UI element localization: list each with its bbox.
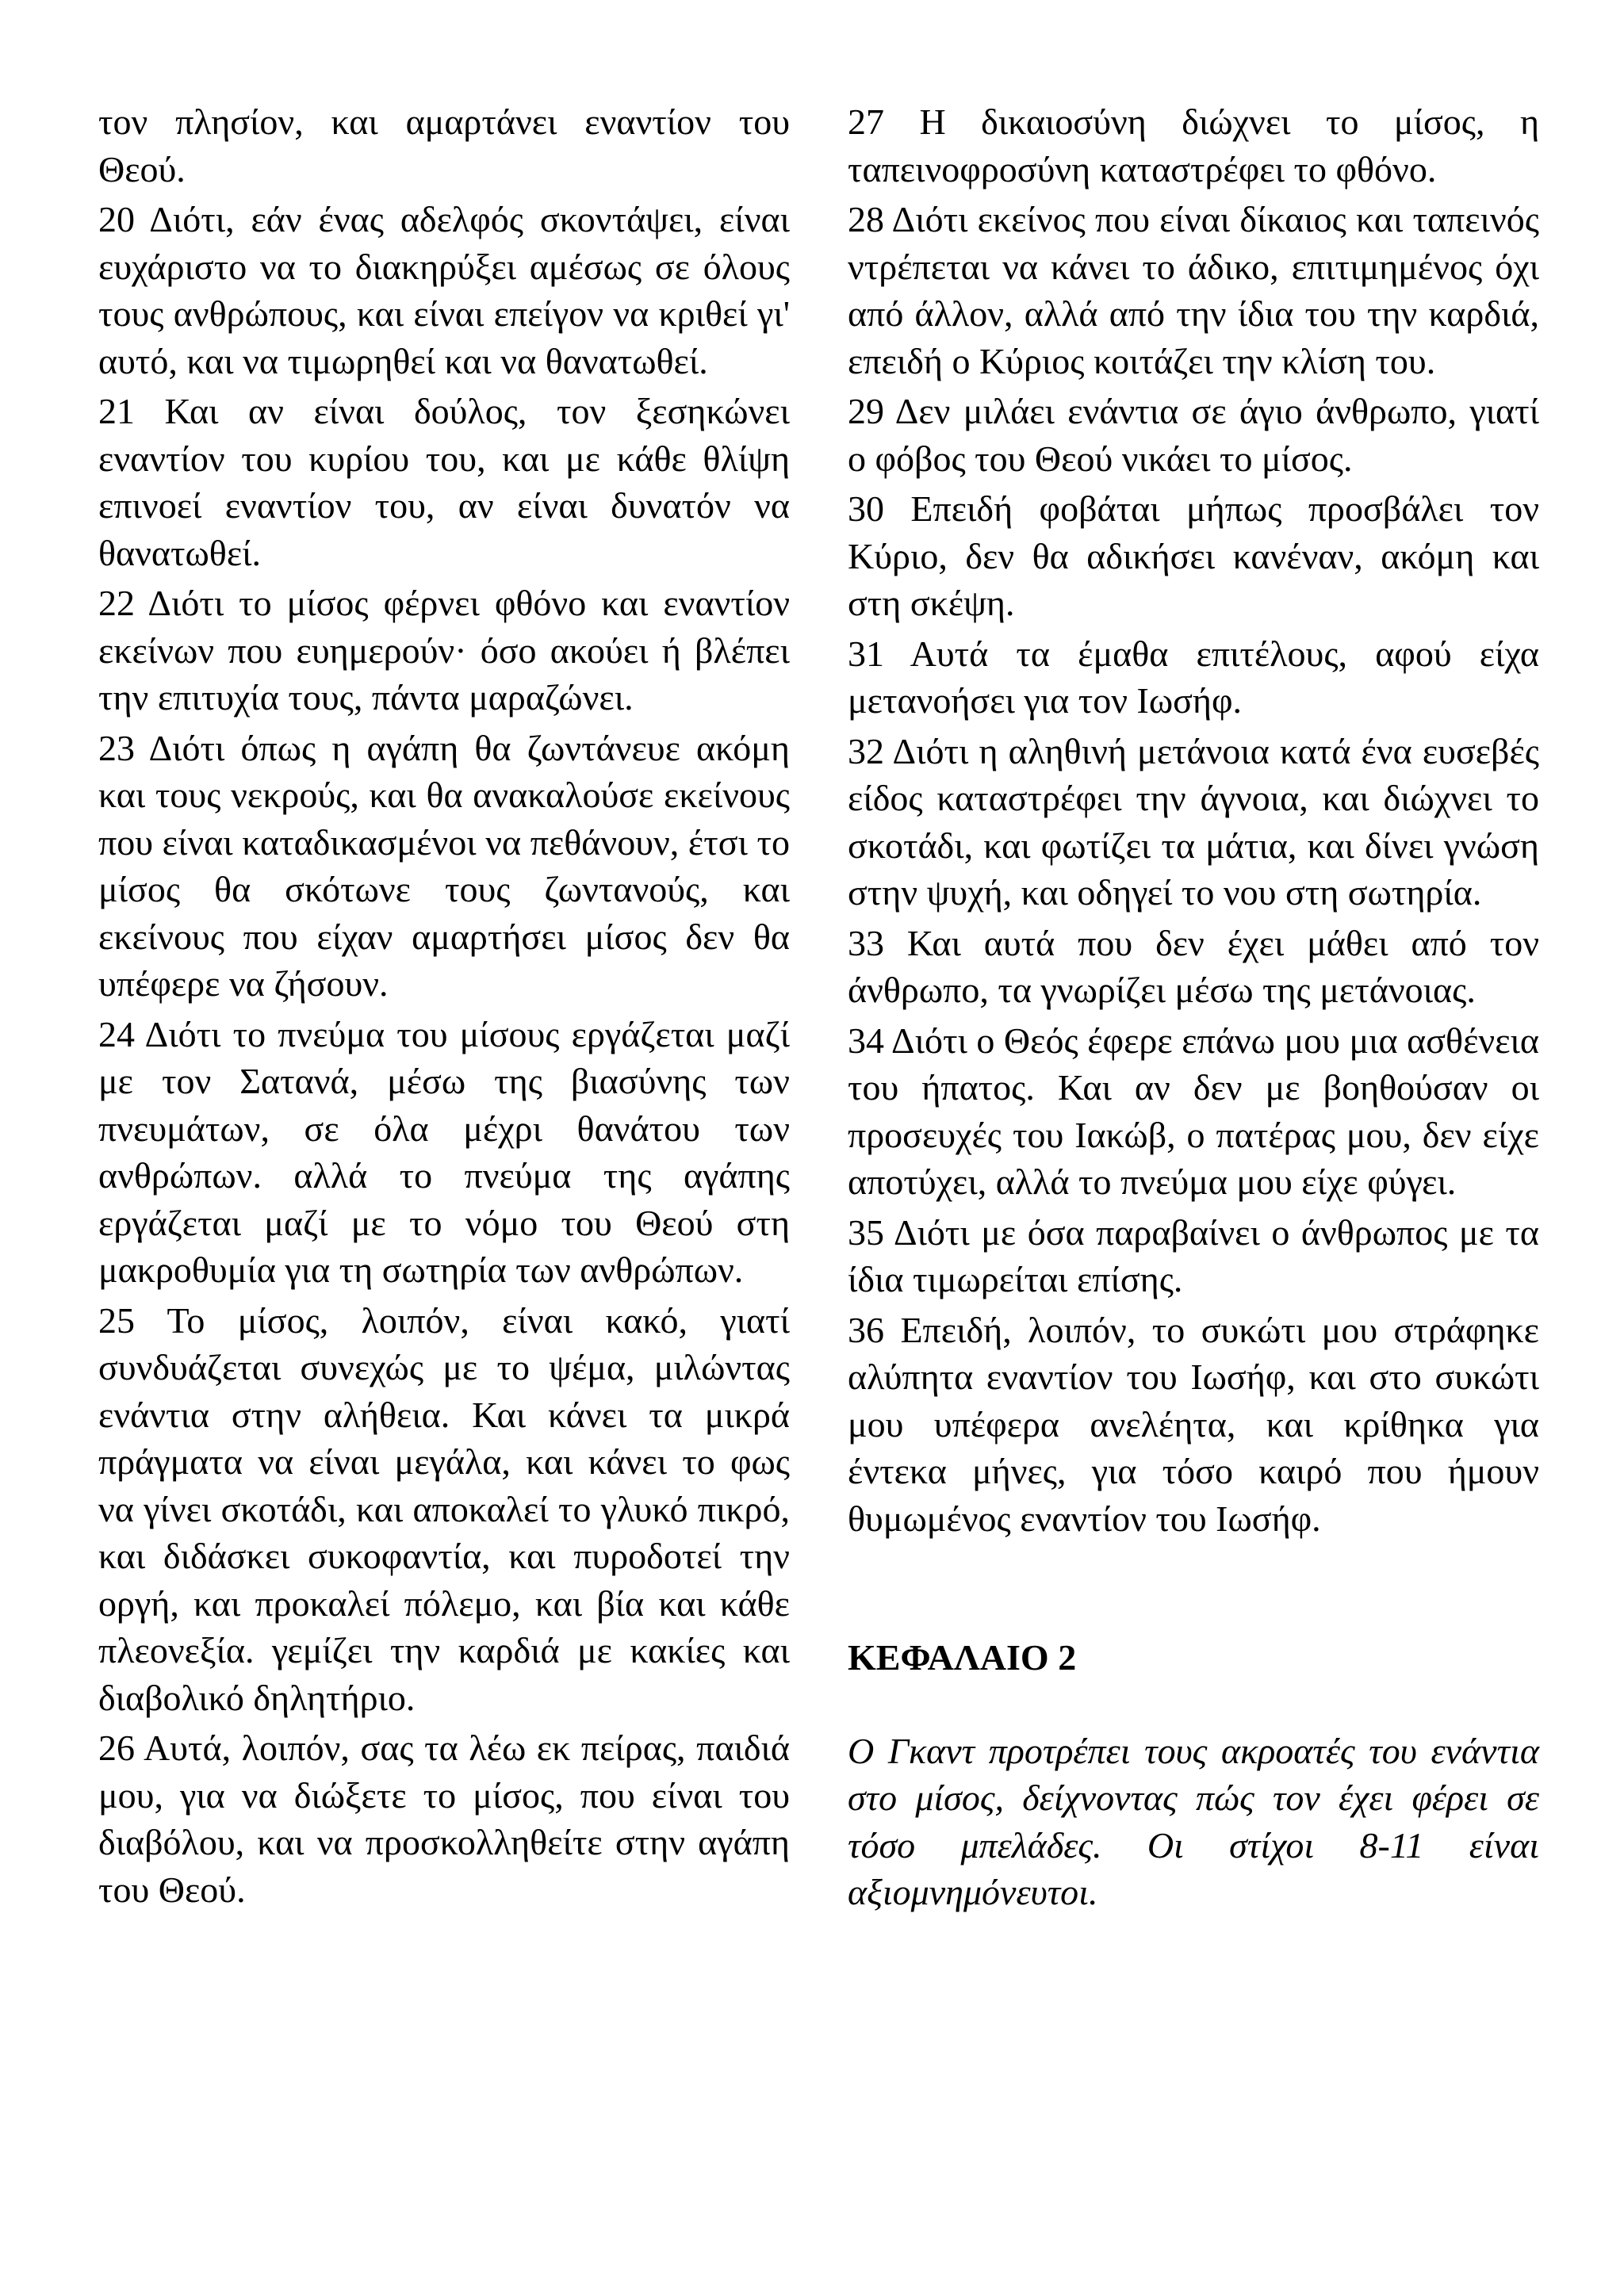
- verse-paragraph: τον πλησίον, και αμαρτάνει εναντίον του Θεού.: [98, 101, 790, 189]
- verse-paragraph: 36 Επειδή, λοιπόν, το συκώτι μου στράφηκε αλύπητα εναντίον του Ιωσήφ, και στο συκώτι μου υπέφερα ανελέητα, και κρίθηκα για έντεκα μήνες, για τόσο καιρό που ήμουν θυμωμένος εναντίον του Ιωσήφ.: [848, 1309, 1539, 1539]
- left-column: [98, 98, 790, 1916]
- verse-paragraph: 26 Αυτά, λοιπόν, σας τα λέω εκ πείρας, παιδιά μου, για να διώξετε το μίσος, που είναι του διαβόλου, και να προσκολληθείτε στην αγάπη του Θεού.: [98, 1728, 790, 1910]
- verse-paragraph: 32 Διότι η αληθινή μετάνοια κατά ένα ευσεβές είδος καταστρέφει την άγνοια, και διώχνει το σκοτάδι, και φωτίζει τα μάτια, και δίνει γνώση στην ψυχή, και οδηγεί το νου στη σωτηρία.: [848, 730, 1539, 913]
- verse-paragraph: 29 Δεν μιλάει ενάντια σε άγιο άνθρωπο, γιατί ο φόβος του Θεού νικάει το μίσος.: [848, 391, 1539, 479]
- chapter-heading: ΚΕΦΑΛΑΙΟ 2: [848, 1637, 1077, 1678]
- verse-paragraph: 25 Το μίσος, λοιπόν, είναι κακό, γιατί συνδυάζεται συνεχώς με το ψέμα, μιλώντας ενάντια στην αλήθεια. Και κάνει τα μικρά πράγματα να είναι μεγάλα, και κάνει το φως να γίνει σκοτάδι, και αποκαλεί το γλυκό πικρό, και διδάσκει συκοφαντία, και πυροδοτεί την οργή, και προκαλεί πόλεμο, και βία και κάθε πλεονεξία. γεμίζει την καρδιά με κακίες και διαβολικό δηλητήριο.: [98, 1299, 790, 1718]
- verse-paragraph: 21 Και αν είναι δούλος, τον ξεσηκώνει εναντίον του κυρίου του, και με κάθε θλίψη επινοεί εναντίον του, αν είναι δυνατόν να θανατωθεί.: [98, 391, 790, 573]
- verse-paragraph: 27 Η δικαιοσύνη διώχνει το μίσος, η ταπεινοφροσύνη καταστρέφει το φθόνο.: [848, 101, 1539, 189]
- verse-paragraph: 33 Και αυτά που δεν έχει μάθει από τον άνθρωπο, τα γνωρίζει μέσω της μετάνοιας.: [848, 922, 1539, 1010]
- section-spacer: [848, 1545, 1539, 1634]
- verse-paragraph: 34 Διότι ο Θεός έφερε επάνω μου μια ασθένεια του ήπατος. Και αν δεν με βοηθούσαν οι προσευχές του Ιακώβ, ο πατέρας μου, δεν είχε αποτύχει, αλλά το πνεύμα μου είχε φύγει.: [848, 1020, 1539, 1202]
- verse-paragraph: 24 Διότι το πνεύμα του μίσους εργάζεται μαζί με τον Σατανά, μέσω της βιασύνης των πνευμάτων, σε όλα μέχρι θανάτου των ανθρώπων. αλλά το πνεύμα της αγάπης εργάζεται μαζί με το νόμο του Θεού στη μακροθυμία για τη σωτηρία των ανθρώπων.: [98, 1013, 790, 1290]
- verse-paragraph: 28 Διότι εκείνος που είναι δίκαιος και ταπεινός ντρέπεται να κάνει το άδικο, επιτιμημένος όχι από άλλον, αλλά από την ίδια του την καρδιά, επειδή ο Κύριος κοιτάζει την κλίση του.: [848, 199, 1539, 381]
- verse-paragraph: 30 Επειδή φοβάται μήπως προσβάλει τον Κύριο, δεν θα αδικήσει κανέναν, ακόμη και στη σκέψη.: [848, 488, 1539, 623]
- verse-paragraph: 31 Αυτά τα έμαθα επιτέλους, αφού είχα μετανοήσει για τον Ιωσήφ.: [848, 633, 1539, 721]
- verse-paragraph: 22 Διότι το μίσος φέρνει φθόνο και εναντίον εκείνων που ευημερούν· όσο ακούει ή βλέπει την επιτυχία τους, πάντα μαραζώνει.: [98, 583, 790, 718]
- verse-paragraph: 23 Διότι όπως η αγάπη θα ζωντάνευε ακόμη και τους νεκρούς, και θα ανακαλούσε εκείνους που είναι καταδικασμένοι να πεθάνουν, έτσι το μίσος θα σκότωνε τους ζωντανούς, και εκείνους που είχαν αμαρτήσει μίσος δεν θα υπέφερε να ζήσουν.: [98, 727, 790, 1004]
- chapter-summary: Ο Γκαντ προτρέπει τους ακροατές του ενάντια στο μίσος, δείχνοντας πώς τον έχει φέρει σε τόσο μπελάδες. Οι στίχοι 8-11 είναι αξιομνημόνευτοι.: [848, 1730, 1539, 1912]
- right-column: [848, 98, 1539, 1916]
- verse-paragraph: 35 Διότι με όσα παραβαίνει ο άνθρωπος με τα ίδια τιμωρείται επίσης.: [848, 1211, 1539, 1299]
- verse-paragraph: 20 Διότι, εάν ένας αδελφός σκοντάψει, είναι ευχάριστο να το διακηρύξει αμέσως σε όλους τους ανθρώπους, και είναι επείγον να κριθεί γι' αυτό, και να τιμωρηθεί και να θανατωθεί.: [98, 199, 790, 381]
